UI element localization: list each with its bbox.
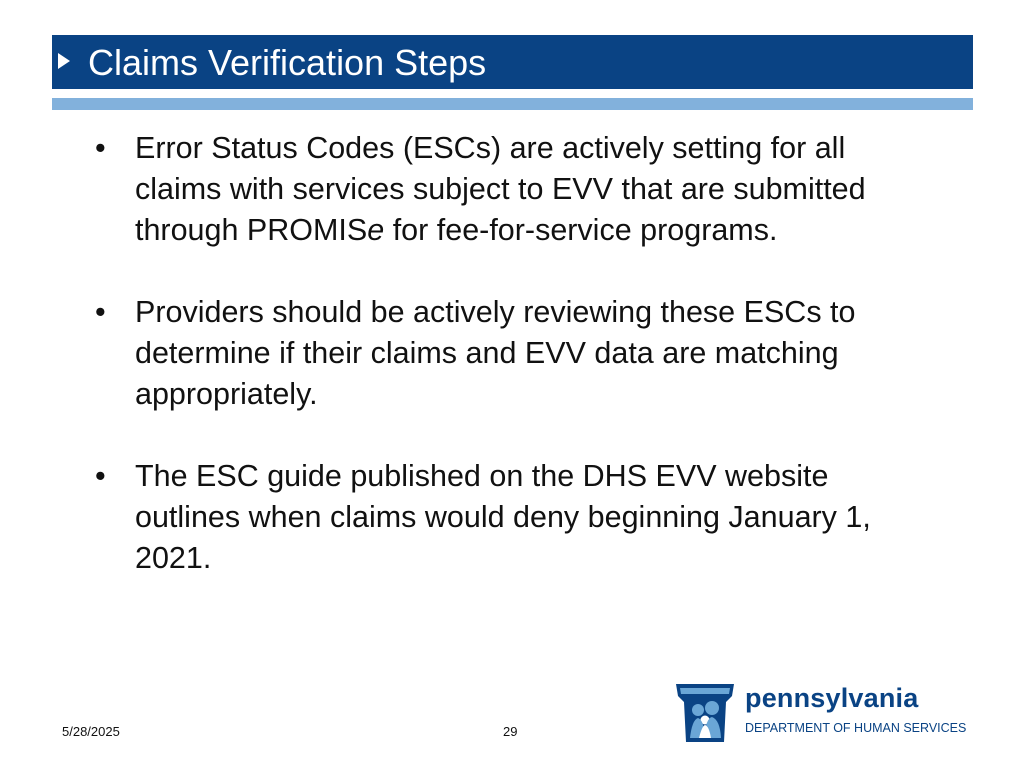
- bullet-item: [95, 292, 935, 415]
- keystone-family-icon: [672, 680, 738, 746]
- bullet-text: [135, 131, 866, 247]
- bullet-dot-icon: •: [95, 295, 106, 329]
- title-bar: [52, 35, 973, 89]
- logo-department: DEPARTMENT OF HUMAN SERVICES: [745, 721, 967, 735]
- title-accent-divider: [52, 98, 973, 110]
- bullet-text: The ESC guide published on the DHS EVV website outlines when claims would deny beginning January 1, 2021.: [135, 459, 871, 575]
- bullet-dot-icon: •: [95, 131, 106, 165]
- bullet-text-main: Error Status Codes (ESCs) are actively setting for all claims with services subject to EVV that are submitted through PROMIS: [135, 131, 866, 247]
- pa-dhs-logo: [672, 680, 982, 746]
- bullet-dot-icon: •: [95, 459, 106, 493]
- slide-title: Claims Verification Steps: [88, 42, 487, 83]
- footer-page-number: 29: [503, 724, 518, 739]
- bullet-item: [95, 456, 935, 579]
- bullet-text-italic: e: [367, 213, 385, 247]
- logo-wordmark: pennsylvania: [745, 683, 919, 713]
- footer-date: 5/28/2025: [62, 724, 120, 739]
- title-arrow-icon: [58, 53, 70, 69]
- bullet-text: Providers should be actively reviewing these ESCs to determine if their claims and EVV data are matching appropriately.: [135, 295, 856, 411]
- bullet-text-tail: for fee-for-service programs.: [384, 213, 778, 247]
- bullet-item: [95, 128, 935, 251]
- bullet-list: [95, 128, 935, 579]
